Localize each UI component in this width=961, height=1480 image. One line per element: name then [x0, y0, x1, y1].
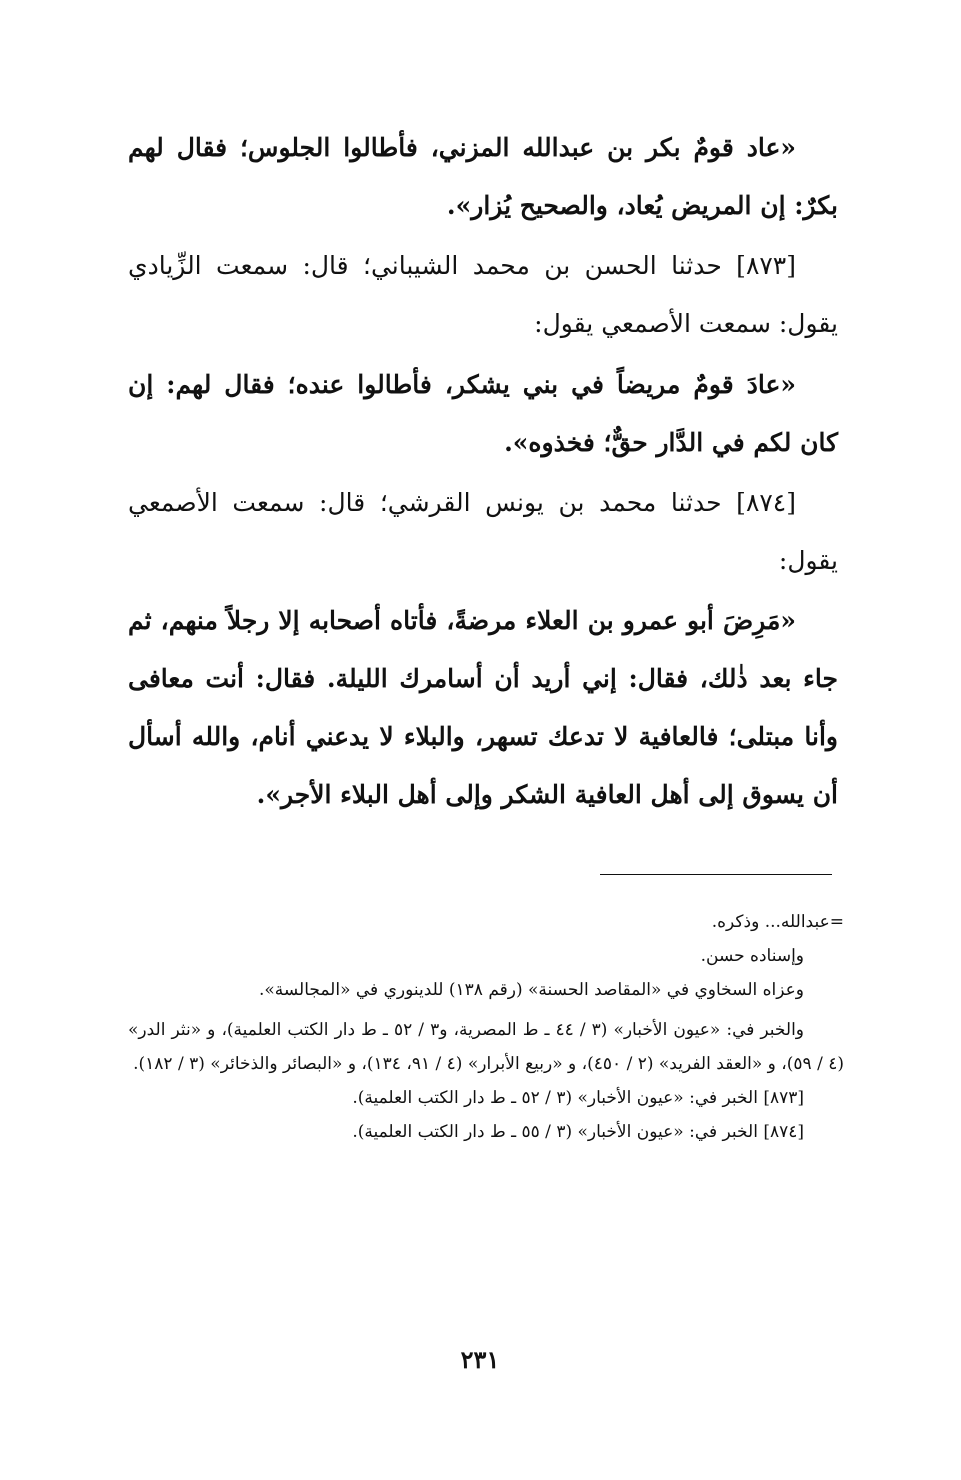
page-number: ٢٣١: [460, 1345, 500, 1374]
quote-paragraph-3: «مَرِضَ أبو عمرو بن العلاء مرضةً، فأتاه أصحابه إلا رجلاً منهم، ثم جاء بعد ذٰلك، فقال: إني أريد أن أسامرك الليلة. فقال: أنت معافى وأنا مبتلى؛ فالعافية لا تدعك تسهر، والبلاء لا يدعني أنام، والله أسأل أن يسوق إلى أهل العافية الشكر وإلى أهل البلاء الأجر».: [128, 606, 838, 809]
footnote-874: [٨٧٤] الخبر في: «عيون الأخبار» (٣ / ٥٥ ـ ط دار الكتب العلمية).: [352, 1122, 804, 1142]
footnote-isnad: وإسناده حسن.: [700, 946, 804, 966]
narration-paragraph-873: [٨٧٣] حدثنا الحسن بن محمد الشيباني؛ قال: سمعت الزِّيادي يقول: سمعت الأصمعي يقول:: [128, 251, 838, 338]
footnotes: [128, 905, 844, 1149]
footnote-divider: [600, 874, 832, 875]
quote-paragraph-2: «عادَ قومٌ مريضاً في بني يشكر، فأطالوا عنده؛ فقال لهم: إن كان لكم في الدَّار حقٌّ؛ فخذوه».: [128, 370, 838, 457]
footnote-sakhawi: وعزاه السخاوي في «المقاصد الحسنة» (رقم ١٣٨) للدينوري في «المجالسة».: [258, 980, 804, 1000]
footnote-sources: والخبر في: «عيون الأخبار» (٣ / ٤٤ ـ ط المصرية، و٣ / ٥٢ ـ ط دار الكتب العلمية)، و «نثر الدر» (٤ / ٥٩)، و «العقد الفريد» (٢ / ٤٥٠)، و «ربيع الأبرار» (٤ / ٩١، ١٣٤)، و «البصائر والذخائر» (٣ / ١٨٢).: [128, 1020, 844, 1074]
footnote-continuation: =عبدالله... وذكره.: [711, 912, 844, 932]
narration-paragraph-874: [٨٧٤] حدثنا محمد بن يونس القرشي؛ قال: سمعت الأصمعي يقول:: [128, 488, 838, 575]
footnote-873: [٨٧٣] الخبر في: «عيون الأخبار» (٣ / ٥٢ ـ ط دار الكتب العلمية).: [352, 1088, 804, 1108]
quote-paragraph-1: «عاد قومٌ بكر بن عبدالله المزني، فأطالوا الجلوس؛ فقال لهم بكرٌ: إن المريض يُعاد، والصحيح يُزار».: [128, 133, 838, 220]
